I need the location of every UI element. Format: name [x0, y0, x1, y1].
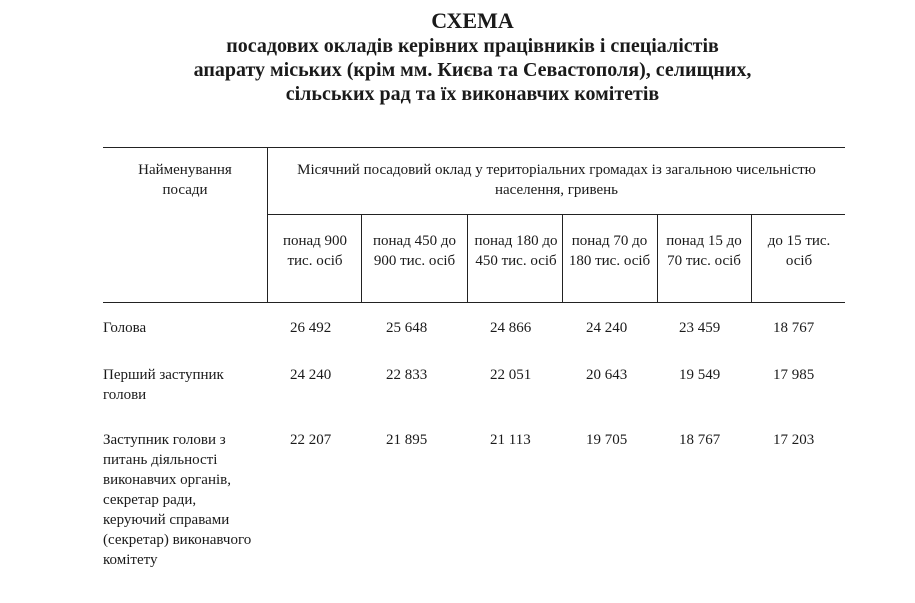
- row-1-value-3: 24 866: [490, 320, 532, 336]
- position-header: Найменування посади: [138, 162, 232, 198]
- row-2-value-5: 19 549: [679, 367, 721, 383]
- row-3-value-3: 21 113: [490, 432, 531, 448]
- col-divider-2: [467, 214, 468, 303]
- row-3-value-5: 18 767: [679, 432, 721, 448]
- row-3-value-1: 22 207: [290, 432, 332, 448]
- row-2-value-3: 22 051: [490, 367, 532, 383]
- header-bottom-rule: [103, 302, 845, 303]
- title-line-1: посадових окладів керівних працівників і спеціалістів: [226, 35, 719, 57]
- row-1-value-6: 18 767: [773, 320, 815, 336]
- row-1-name: Голова: [103, 320, 147, 336]
- row-2-value-4: 20 643: [586, 367, 628, 383]
- row-1-value-4: 24 240: [586, 320, 628, 336]
- title-main: СХЕМА: [431, 8, 514, 33]
- row-2-name: Перший заступник голови: [103, 367, 224, 403]
- title-line-2: апарату міських (крім мм. Києва та Севастополя), селищних,: [193, 59, 752, 81]
- col-divider-5: [751, 214, 752, 303]
- column-header-2: понад 450 до 900 тис. осіб: [373, 233, 456, 269]
- column-header-5: понад 15 до 70 тис. осіб: [666, 233, 742, 269]
- column-header-3: понад 180 до 450 тис. осіб: [474, 233, 558, 269]
- row-3-name: Заступник голови з питань діяльності виконавчих органів, секретар ради, керуючий справами (секретар) виконавчого комітету: [103, 432, 252, 568]
- row-2-value-6: 17 985: [773, 367, 815, 383]
- col-divider-1: [361, 214, 362, 303]
- header-divider-main: [267, 147, 268, 303]
- header-sub-rule: [267, 214, 845, 215]
- title-line-3: сільських рад та їх виконавчих комітетів: [285, 83, 660, 105]
- row-1-value-2: 25 648: [386, 320, 428, 336]
- row-2-value-2: 22 833: [386, 367, 428, 383]
- row-2-value-1: 24 240: [290, 367, 332, 383]
- column-header-1: понад 900 тис. осіб: [282, 233, 348, 269]
- column-header-6: до 15 тис. осіб: [767, 233, 831, 269]
- row-3-value-2: 21 895: [386, 432, 428, 448]
- column-header-4: понад 70 до 180 тис. осіб: [568, 233, 651, 269]
- row-1-value-5: 23 459: [679, 320, 721, 336]
- salary-header: Місячний посадовий оклад у територіальних громадах із загальною чисельністю населення, гривень: [297, 162, 816, 198]
- row-3-value-4: 19 705: [586, 432, 628, 448]
- table-top-rule: [103, 147, 845, 148]
- row-1-value-1: 26 492: [290, 320, 332, 336]
- row-3-value-6: 17 203: [773, 432, 815, 448]
